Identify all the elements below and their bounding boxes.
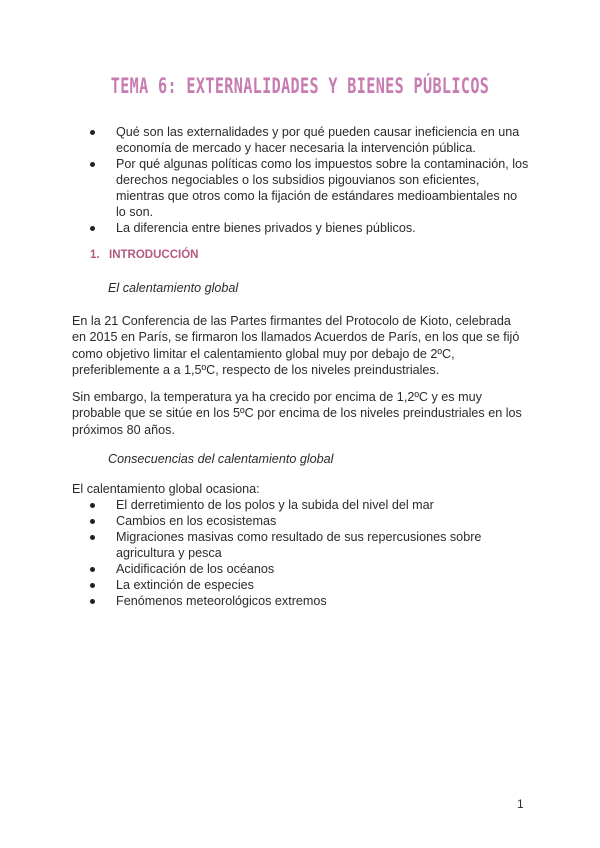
list-item-text: Migraciones masivas como resultado de sus repercusiones sobre agricultura y pesca xyxy=(116,530,482,560)
section-title: INTRODUCCIÓN xyxy=(109,249,199,261)
intro-bullet-list xyxy=(90,124,530,236)
list-item xyxy=(90,220,530,236)
list-item xyxy=(90,593,530,609)
section-heading xyxy=(90,249,198,261)
list-item xyxy=(90,577,530,593)
list-item-text: Acidificación de los océanos xyxy=(116,562,275,576)
list-item-text: Por qué algunas políticas como los impuestos sobre la contaminación, los derechos negociables o los subsidios pigouvianos son eficientes, mientras que otros como la fijación de estándares medioambientales no lo son. xyxy=(116,157,529,219)
list-item-text: El derretimiento de los polos y la subida del nivel del mar xyxy=(116,498,434,512)
list-item-text: Cambios en los ecosistemas xyxy=(116,514,277,528)
list-item xyxy=(90,497,530,513)
bullet-icon xyxy=(90,130,95,135)
paragraph-temperature: Sin embargo, la temperatura ya ha crecido por encima de 1,2ºC y es muy probable que se sitúe en los 5ºC por encima de los niveles preindustriales en los próximos 80 años. xyxy=(72,390,522,437)
list-item xyxy=(90,513,530,529)
paragraph-consequences-intro: El calentamiento global ocasiona: xyxy=(72,482,260,496)
list-item xyxy=(90,529,530,561)
list-item-text: Fenómenos meteorológicos extremos xyxy=(116,594,327,608)
bullet-icon xyxy=(90,226,95,231)
bullet-icon xyxy=(90,535,95,540)
bullet-icon xyxy=(90,599,95,604)
bullet-icon xyxy=(90,162,95,167)
list-item-text: La diferencia entre bienes privados y bienes públicos. xyxy=(116,221,416,235)
list-item xyxy=(90,124,530,156)
list-item xyxy=(90,156,530,220)
consequences-bullet-list xyxy=(90,497,530,609)
section-number: 1. xyxy=(90,249,100,261)
page-number: 1 xyxy=(517,797,524,811)
bullet-icon xyxy=(90,503,95,508)
subheading-consequences: Consecuencias del calentamiento global xyxy=(108,452,334,466)
list-item-text: Qué son las externalidades y por qué pueden causar ineficiencia en una economía de mercado y hacer necesaria la intervención pública. xyxy=(116,125,520,155)
bullet-icon xyxy=(90,519,95,524)
page-title: TEMA 6: EXTERNALIDADES Y BIENES PÚBLICOS xyxy=(110,74,490,98)
subheading-global-warming: El calentamiento global xyxy=(108,281,239,295)
bullet-icon xyxy=(90,567,95,572)
bullet-icon xyxy=(90,583,95,588)
list-item xyxy=(90,561,530,577)
paragraph-paris-agreement: En la 21 Conferencia de las Partes firmantes del Protocolo de Kioto, celebrada en 2015 en París, se firmaron los llamados Acuerdos de París, en los que se fijó como objetivo limitar el calentamiento global muy por debajo de 2ºC, preferiblemente a a 1,5ºC, respecto de los niveles preindustriales. xyxy=(72,314,520,377)
list-item-text: La extinción de especies xyxy=(116,578,254,592)
